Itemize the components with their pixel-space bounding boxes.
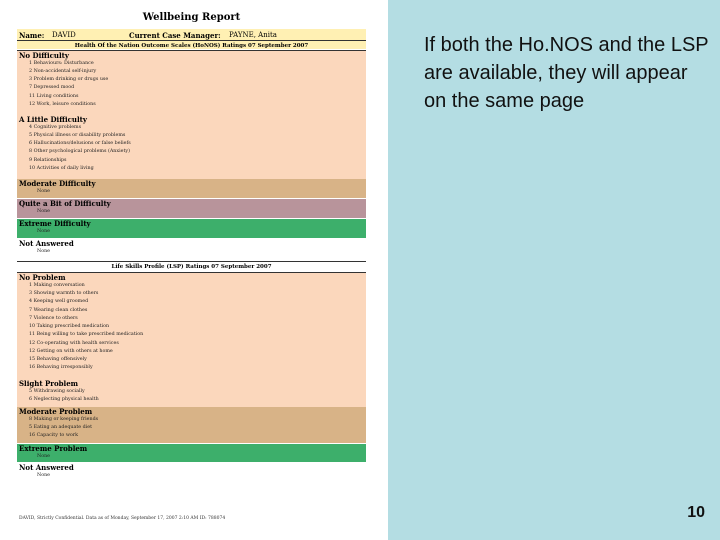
list-item: 9 Relationships: [29, 158, 67, 163]
lsp-group-no-problem: [17, 273, 366, 379]
lsp-group-slight-problem: [17, 379, 366, 407]
lsp-group-moderate-problem: [17, 407, 366, 443]
slide-text: If both the Ho.NOS and the LSP are available, they will appear on the same page: [424, 34, 709, 112]
list-item: 3 Problem drinking or drugs use: [29, 77, 109, 82]
list-item: 10 Taking prescribed medication: [29, 324, 110, 329]
list-item: None: [37, 454, 51, 459]
lsp-top-rule: [17, 261, 366, 262]
list-item: 2 Non-accidental self-injury: [29, 69, 97, 74]
list-item: 6 Hallucinations/delusions or false beliefs: [29, 141, 131, 146]
group-heading: Extreme Problem: [19, 444, 88, 453]
list-item: 16 Behaving irresponsibly: [29, 365, 93, 370]
list-item: None: [37, 249, 51, 254]
group-heading: Quite a Bit of Difficulty: [19, 199, 111, 208]
list-item: 15 Behaving offensively: [29, 357, 87, 362]
group-heading: A Little Difficulty: [19, 115, 87, 124]
group-heading: No Difficulty: [19, 51, 69, 60]
honos-heading: Health Of the Nation Outcome Scales (HoNOS) Ratings 07 September 2007: [74, 43, 309, 49]
list-item: 11 Living conditions: [29, 94, 79, 99]
list-item: 10 Activities of daily living: [29, 166, 94, 171]
list-item: 12 Work, leisure conditions: [29, 102, 96, 107]
list-item: None: [37, 209, 51, 214]
group-heading: Moderate Difficulty: [19, 179, 96, 188]
list-item: 5 Physical illness or disability problems: [29, 133, 126, 138]
list-item: None: [37, 189, 51, 194]
list-item: 7 Wearing clean clothes: [29, 308, 88, 313]
honos-group-no-difficulty: [17, 51, 366, 115]
report-footer: DAVID, Strictly Confidential. Data as of Monday, September 17, 2007 2:10 AM ID: 788074: [19, 516, 226, 521]
list-item: 1 Behaviours: Disturbance: [29, 61, 94, 66]
manager-value: PAYNE, Anita: [229, 31, 277, 39]
honos-group-extreme-difficulty: [17, 219, 366, 238]
name-label: Name:: [19, 31, 45, 40]
name-value: DAVID: [52, 31, 76, 39]
group-heading: Moderate Problem: [19, 407, 93, 416]
lsp-heading: Life Skills Profile (LSP) Ratings 07 September 2007: [111, 264, 272, 270]
list-item: 12 Getting on with others at home: [29, 349, 113, 354]
group-heading: No Problem: [19, 273, 66, 282]
list-item: 7 Depressed mood: [29, 85, 75, 90]
group-heading: Extreme Difficulty: [19, 219, 91, 228]
list-item: 8 Other psychological problems (Anxiety): [29, 149, 130, 154]
wellbeing-report: [17, 12, 366, 527]
lsp-group-extreme-problem: [17, 444, 366, 462]
list-item: 4 Cognitive problems: [29, 125, 82, 130]
side-panel: [388, 0, 720, 540]
list-item: 7 Violence to others: [29, 316, 78, 321]
report-title: Wellbeing Report: [142, 12, 241, 23]
list-item: 6 Neglecting physical health: [29, 397, 99, 402]
list-item: 5 Withdrawing socially: [29, 389, 85, 394]
list-item: 16 Capacity to work: [29, 433, 79, 438]
group-heading: Not Answered: [19, 463, 74, 472]
list-item: 3 Showing warmth to others: [29, 291, 99, 296]
list-item: 5 Eating an adequate diet: [29, 425, 93, 430]
page-number: 10: [687, 504, 705, 521]
honos-group-moderate-difficulty: [17, 179, 366, 198]
list-item: 4 Keeping well groomed: [29, 299, 89, 304]
list-item: None: [37, 473, 51, 478]
group-heading: Not Answered: [19, 239, 74, 248]
list-item: 8 Making or keeping friends: [29, 417, 99, 422]
manager-label: Current Case Manager:: [129, 31, 221, 40]
group-heading: Slight Problem: [19, 379, 79, 388]
header-rule: [17, 40, 366, 41]
list-item: 12 Co-operating with health services: [29, 341, 119, 346]
lsp-group-not-answered: [17, 463, 366, 481]
honos-group-quite-a-bit: [17, 199, 366, 218]
list-item: 11 Being willing to take prescribed medication: [29, 332, 144, 337]
list-item: 1 Making conversation: [29, 283, 85, 288]
honos-group-a-little-difficulty: [17, 115, 366, 179]
honos-group-not-answered: [17, 239, 366, 257]
list-item: None: [37, 229, 51, 234]
